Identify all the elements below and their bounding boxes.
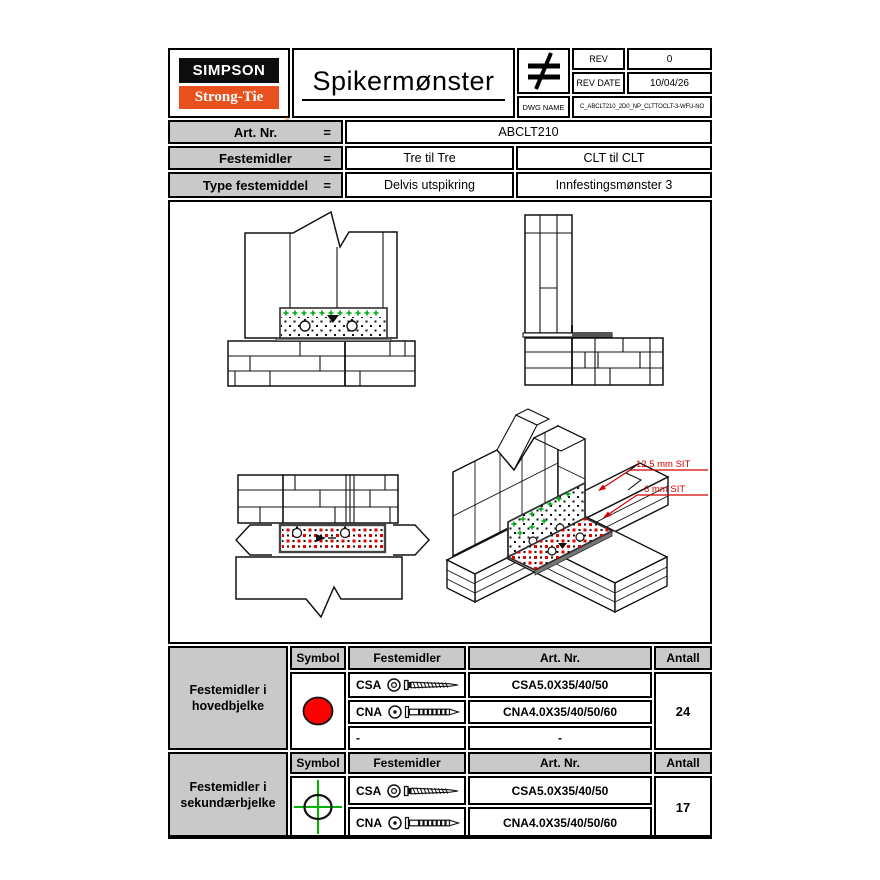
bracket-side-profile [572, 332, 612, 337]
artnr-value-cell [345, 120, 712, 144]
break-line [236, 525, 272, 555]
table1-qty-cell [654, 672, 712, 750]
red-filled-circle-icon [296, 691, 340, 731]
page-title: Spikermønster [302, 66, 504, 101]
not-equal-icon [522, 51, 566, 91]
table1-row2-artnr [468, 700, 652, 724]
symbol-header: Symbol [296, 756, 340, 770]
qty-header: Antall [666, 651, 700, 665]
technical-drawing [170, 202, 710, 642]
cna-nail-icon [387, 815, 461, 831]
fastener-code: CNA [356, 705, 382, 719]
rev-date-value: 10/04/26 [650, 77, 689, 89]
rev-date-label: REV DATE [576, 78, 621, 88]
table2-row-label-cell [168, 752, 288, 838]
table1-header-fastener [348, 646, 466, 670]
qty-value: 17 [675, 799, 691, 815]
table1-row3-artnr [468, 726, 652, 750]
type-right-cell [516, 172, 712, 198]
table2-header-artnr [468, 752, 652, 774]
bracket-plan-face [280, 525, 385, 552]
table2-header-qty [654, 752, 712, 774]
table2-header-fastener [348, 752, 466, 774]
anchor-hole [293, 529, 302, 538]
fastener-code: - [356, 731, 360, 745]
type-label-cell [168, 172, 343, 198]
table1-symbol-cell [290, 672, 346, 750]
bracket-front-face [280, 308, 387, 338]
isometric-view-drawing [447, 409, 708, 612]
rev-date-value-cell [627, 72, 712, 94]
simpson-wordmark: SIMPSON [179, 58, 279, 83]
table1-row1-artnr [468, 672, 652, 698]
table1-row3-fastener [348, 726, 466, 750]
type-left-cell [345, 172, 514, 198]
anchor-hole [300, 321, 310, 331]
drawing-area [168, 200, 712, 644]
table2-row2-fastener [348, 807, 466, 838]
rev-label: REV [589, 54, 608, 64]
table1-header-qty [654, 646, 712, 670]
artnr-header: Art. Nr. [539, 756, 580, 770]
table1-row-label: Festemidler i hovedbjelke [189, 682, 267, 713]
fastener-header: Festemidler [373, 756, 441, 770]
fastener-header: Festemidler [373, 651, 441, 665]
equals-sign: = [323, 177, 331, 193]
table2-row-label: Festemidler i sekundærbjelke [180, 779, 276, 810]
festemidler-label: Festemidler [219, 150, 292, 166]
secondary-member [236, 557, 402, 617]
artnr-header: Art. Nr. [539, 651, 580, 665]
type-left-value: Delvis utspikring [383, 178, 475, 192]
cna-nail-icon [387, 704, 461, 720]
festemidler-right-cell [516, 146, 712, 170]
artnr-value: CSA5.0X35/40/50 [511, 783, 609, 798]
title-cell [292, 48, 515, 118]
artnr-value: CSA5.0X35/40/50 [511, 678, 609, 692]
dwg-name-value-cell [572, 96, 712, 118]
festemidler-left-value: Tre til Tre [403, 151, 456, 165]
break-line [393, 525, 429, 555]
artnr-value: CNA4.0X35/40/50/60 [502, 705, 618, 719]
artnr-value: CNA4.0X35/40/50/60 [502, 815, 618, 830]
sit-6-label: 6 mm SIT [644, 484, 686, 495]
table1-header-artnr [468, 646, 652, 670]
table1-row1-fastener [348, 672, 466, 698]
dwg-file-name: C_ABCLT210_2D0_NP_CLTTOCLT-3-WFU-NO [579, 104, 705, 110]
table2-symbol-cell [290, 776, 346, 838]
plan-view-drawing [236, 475, 429, 617]
type-right-value: Innfestingsmønster 3 [555, 178, 673, 192]
front-view-drawing [228, 212, 415, 386]
sheet-bottom-border [168, 835, 712, 839]
artnr-value: ABCLT210 [498, 125, 559, 139]
dwg-name-label: DWG NAME [522, 102, 565, 112]
equals-sign: = [323, 150, 331, 166]
rev-label-cell [572, 48, 625, 70]
table2-row2-artnr [468, 807, 652, 838]
rev-value-cell [627, 48, 712, 70]
festemidler-label-cell [168, 146, 343, 170]
equals-sign: = [323, 124, 331, 140]
artnr-label-cell [168, 120, 343, 144]
table2-qty-cell [654, 776, 712, 838]
table1-header-symbol [290, 646, 346, 670]
table1-row-label-cell [168, 646, 288, 750]
fastener-code: CSA [356, 783, 382, 798]
artnr-label: Art. Nr. [233, 124, 278, 140]
table2-header-symbol [290, 752, 346, 774]
rev-date-label-cell [572, 72, 625, 94]
table1-row2-fastener [348, 700, 466, 724]
sit-12-5-label: 12.5 mm SIT [636, 459, 691, 470]
anchor-hole [347, 321, 357, 331]
fastener-code: CNA [356, 815, 382, 830]
side-view-drawing [523, 215, 663, 385]
qty-value: 24 [675, 703, 691, 719]
green-crosshair-circle-icon [292, 778, 344, 836]
symbol-header: Symbol [296, 651, 340, 665]
type-label: Type festemiddel [202, 177, 309, 193]
projection-symbol-cell [517, 48, 570, 94]
logo-cell [168, 48, 290, 118]
artnr-value: - [558, 731, 562, 745]
strongtie-wordmark: Strong-Tie [179, 86, 279, 109]
csa-screw-icon [386, 783, 460, 799]
fastener-code: CSA [356, 678, 382, 692]
table2-row1-fastener [348, 776, 466, 805]
festemidler-right-value: CLT til CLT [583, 151, 645, 165]
dwg-name-label-cell [517, 96, 570, 118]
anchor-hole [341, 529, 350, 538]
table2-row1-artnr [468, 776, 652, 805]
qty-header: Antall [666, 756, 700, 770]
festemidler-left-cell [345, 146, 514, 170]
simpson-strongtie-logo [179, 58, 279, 109]
csa-screw-icon [386, 677, 460, 693]
rev-value: 0 [666, 53, 673, 65]
